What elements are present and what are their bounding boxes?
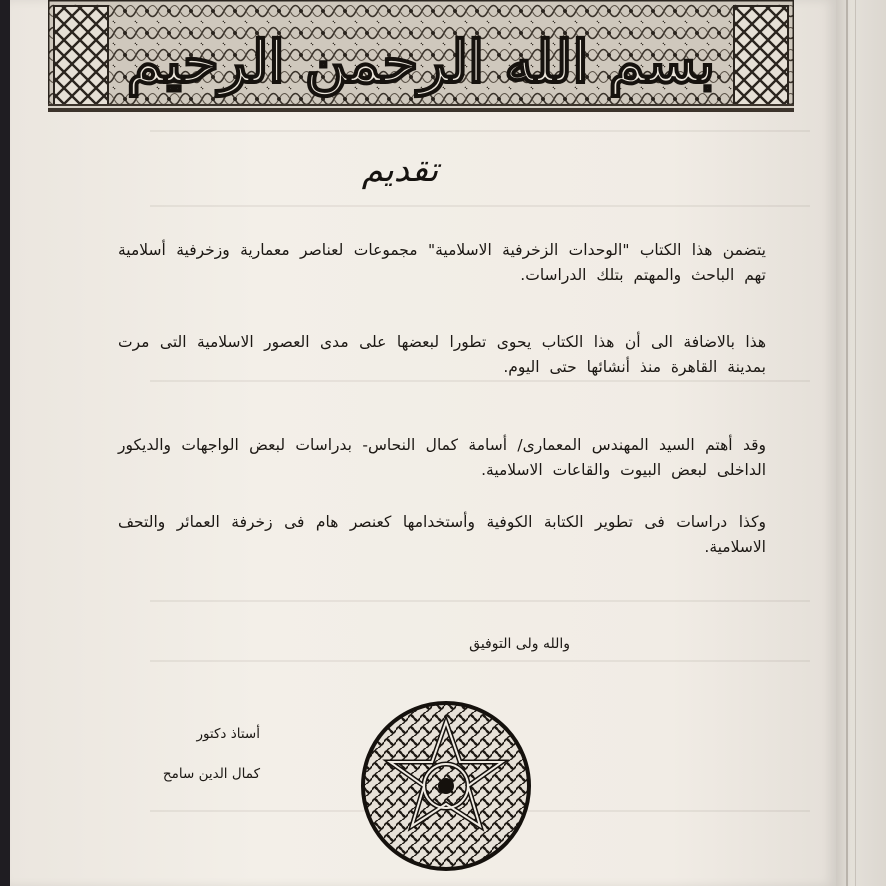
paragraph-1: يتضمن هذا الكتاب "الوحدات الزخرفية الاسلامية" مجموعات لعناصر معمارية وزخرفية أسلامية تهم الباحث والمهتم بتلك الدراسات. bbox=[118, 241, 766, 284]
page-edge bbox=[836, 0, 886, 886]
signature-title: أستاذ دكتور bbox=[196, 726, 260, 742]
signature-name: كمال الدين سامح bbox=[162, 766, 260, 782]
basmala-text: بسم الله الرحمن الرحيم bbox=[126, 28, 716, 96]
page-edge-line bbox=[846, 0, 848, 886]
bleed-through bbox=[150, 130, 810, 132]
bleed-through bbox=[150, 600, 810, 602]
paragraph-3: وقد أهتم السيد المهندس المعمارى/ أسامة كمال النحاس- بدراسات لبعض الواجهات والديكور الداخلى لبعض البيوت والقاعات الاسلامية. bbox=[118, 436, 766, 479]
bleed-through bbox=[150, 380, 810, 382]
basmala-banner bbox=[48, 0, 794, 112]
rosette-medallion bbox=[360, 700, 532, 872]
page-edge-line bbox=[855, 0, 856, 886]
paragraph-4: وكذا دراسات فى تطوير الكتابة الكوفية وأستخدامها كعنصر هام فى زخرفة العمائر والتحف الاسلامية. bbox=[118, 513, 766, 556]
closing-phrase: والله ولى التوفيق bbox=[469, 636, 570, 652]
arabesque-ornament bbox=[48, 0, 794, 112]
bleed-through bbox=[150, 205, 810, 207]
paragraph-2: هذا بالاضافة الى أن هذا الكتاب يحوى تطورا لبعضها على مدى العصور الاسلامية التى مرت بمدينة القاهرة منذ أنشائها حتى اليوم. bbox=[118, 333, 766, 376]
page-title: تقديم bbox=[361, 150, 439, 190]
bleed-through bbox=[150, 660, 810, 662]
